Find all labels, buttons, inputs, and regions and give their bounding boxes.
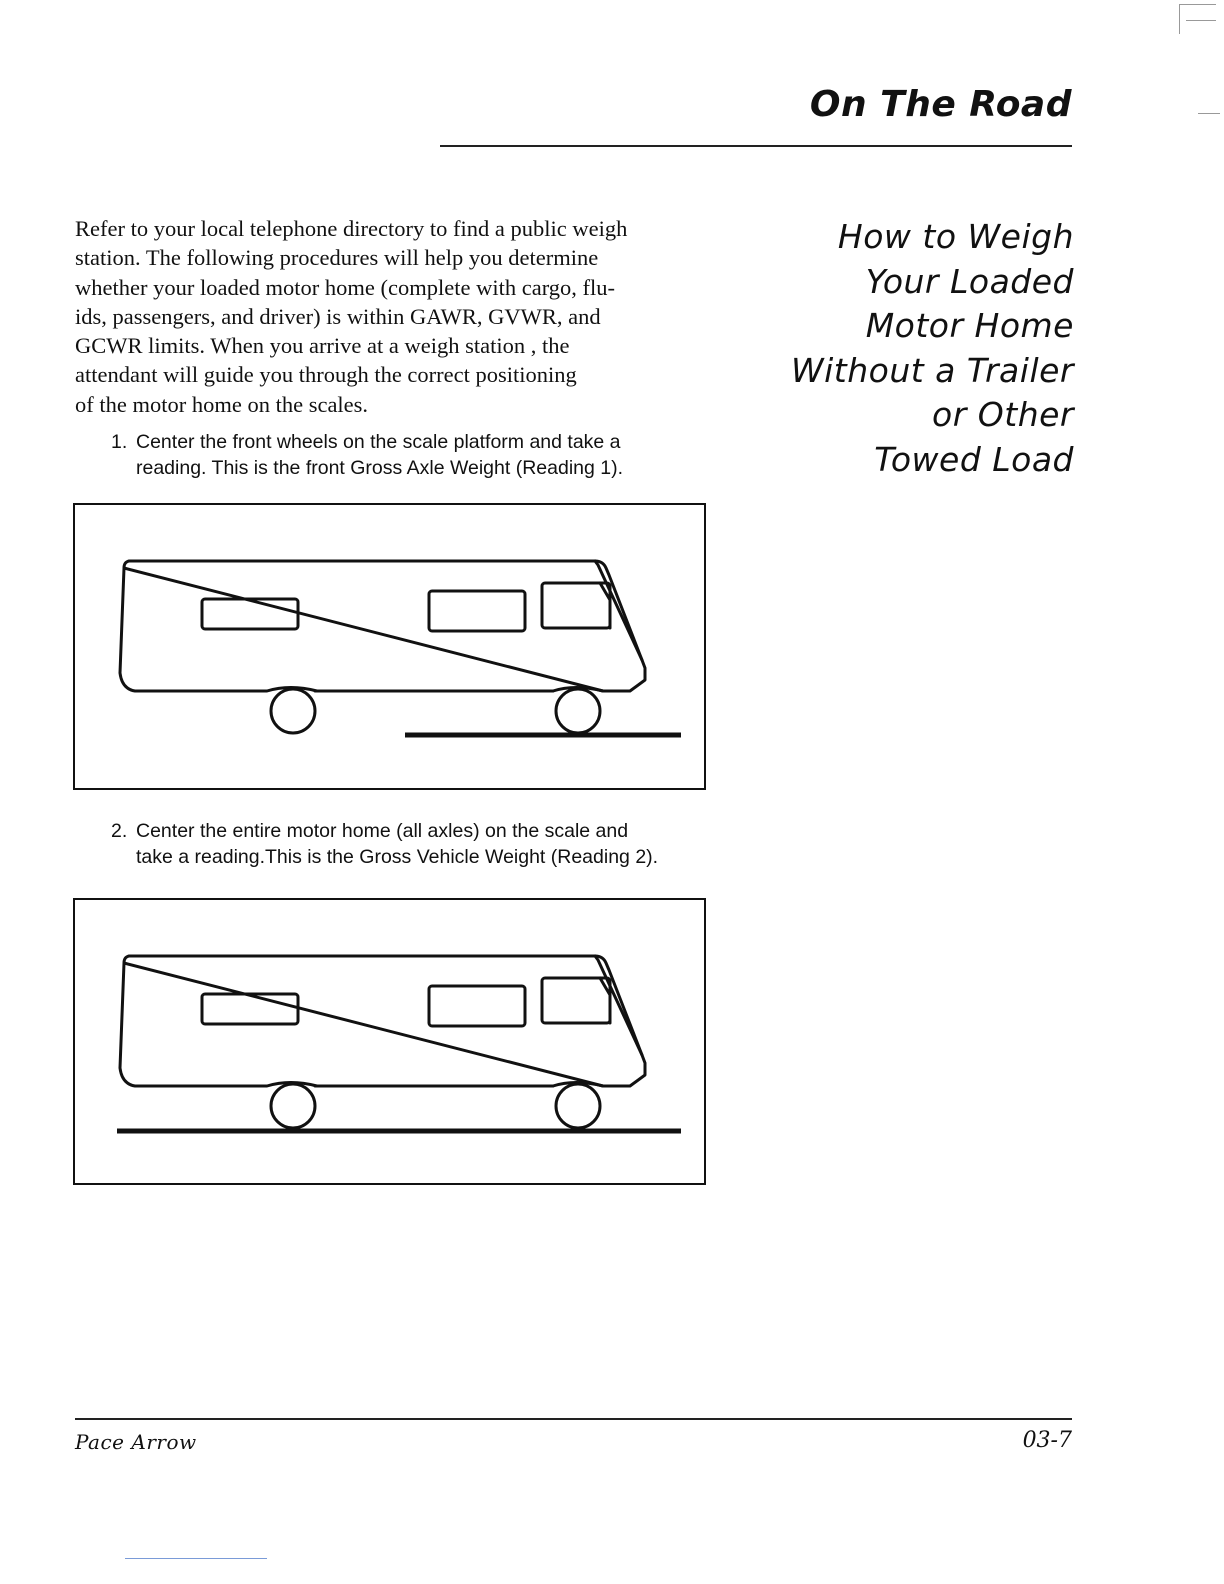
step-1 xyxy=(111,429,711,481)
motor-home-body-outline xyxy=(120,561,645,691)
figure-all-axles-weighing xyxy=(73,898,706,1185)
page-number: 03-7 xyxy=(1022,1428,1072,1453)
step-line: take a reading.This is the Gross Vehicle Weight (Reading 2). xyxy=(136,846,659,868)
step-number: 1. xyxy=(111,431,128,453)
motor-home-all-axles-on-scale-icon xyxy=(75,900,708,1187)
footer-model-name: Pace Arrow xyxy=(75,1430,197,1454)
intro-line: ids, passengers, and driver) is within GAWR, GVWR, and xyxy=(75,303,601,329)
motor-home-front-cap xyxy=(595,561,642,660)
section-heading-line: How to Weigh xyxy=(837,217,1074,256)
section-heading-line: Your Loaded xyxy=(865,261,1074,301)
section-heading-line: Towed Load xyxy=(874,439,1074,479)
intro-line: station. The following procedures will help you determine xyxy=(75,245,599,271)
scan-edge-mark xyxy=(1179,4,1180,34)
step-line: Center the entire motor home (all axles) on the scale and xyxy=(136,820,629,842)
door-window xyxy=(429,591,525,631)
step-number: 2. xyxy=(111,820,128,842)
step-line: Center the front wheels on the scale platform and take a xyxy=(136,431,621,453)
motor-home-front-axle-on-scale-icon xyxy=(75,505,708,792)
scan-edge-mark xyxy=(1198,113,1220,114)
scan-edge-mark xyxy=(1186,20,1216,21)
rear-wheel xyxy=(271,689,315,733)
front-wheel xyxy=(556,1084,600,1128)
intro-paragraph xyxy=(75,214,715,419)
section-heading xyxy=(714,215,1074,482)
scan-edge-mark xyxy=(1180,4,1216,5)
side-window xyxy=(202,599,298,629)
intro-line: GCWR limits. When you arrive at a weigh station , the xyxy=(75,333,570,359)
motor-home-body-outline xyxy=(120,956,645,1086)
section-heading-line: or Other xyxy=(932,395,1074,434)
intro-line: attendant will guide you through the correct positioning xyxy=(75,362,577,388)
step-line: reading. This is the front Gross Axle Weight (Reading 1). xyxy=(136,457,624,479)
intro-line: Refer to your local telephone directory to find a public weigh xyxy=(75,216,628,241)
section-heading-line: Without a Trailer xyxy=(791,350,1074,390)
figure-front-axle-weighing xyxy=(73,503,706,790)
step-2 xyxy=(111,818,711,870)
side-window xyxy=(202,994,298,1024)
intro-line: of the motor home on the scales. xyxy=(75,391,369,417)
page-header-title: On The Road xyxy=(809,84,1072,125)
bottom-edge-mark xyxy=(125,1558,267,1559)
front-wheel xyxy=(556,689,600,733)
motor-home-front-cap xyxy=(595,956,642,1055)
door-window xyxy=(429,986,525,1026)
footer-divider xyxy=(75,1418,1072,1420)
intro-line: whether your loaded motor home (complete with cargo, flu- xyxy=(75,274,616,300)
rear-wheel xyxy=(271,1084,315,1128)
cab-window xyxy=(542,978,610,1023)
cab-window xyxy=(542,583,610,628)
header-divider xyxy=(440,145,1072,147)
section-heading-line: Motor Home xyxy=(865,306,1074,345)
